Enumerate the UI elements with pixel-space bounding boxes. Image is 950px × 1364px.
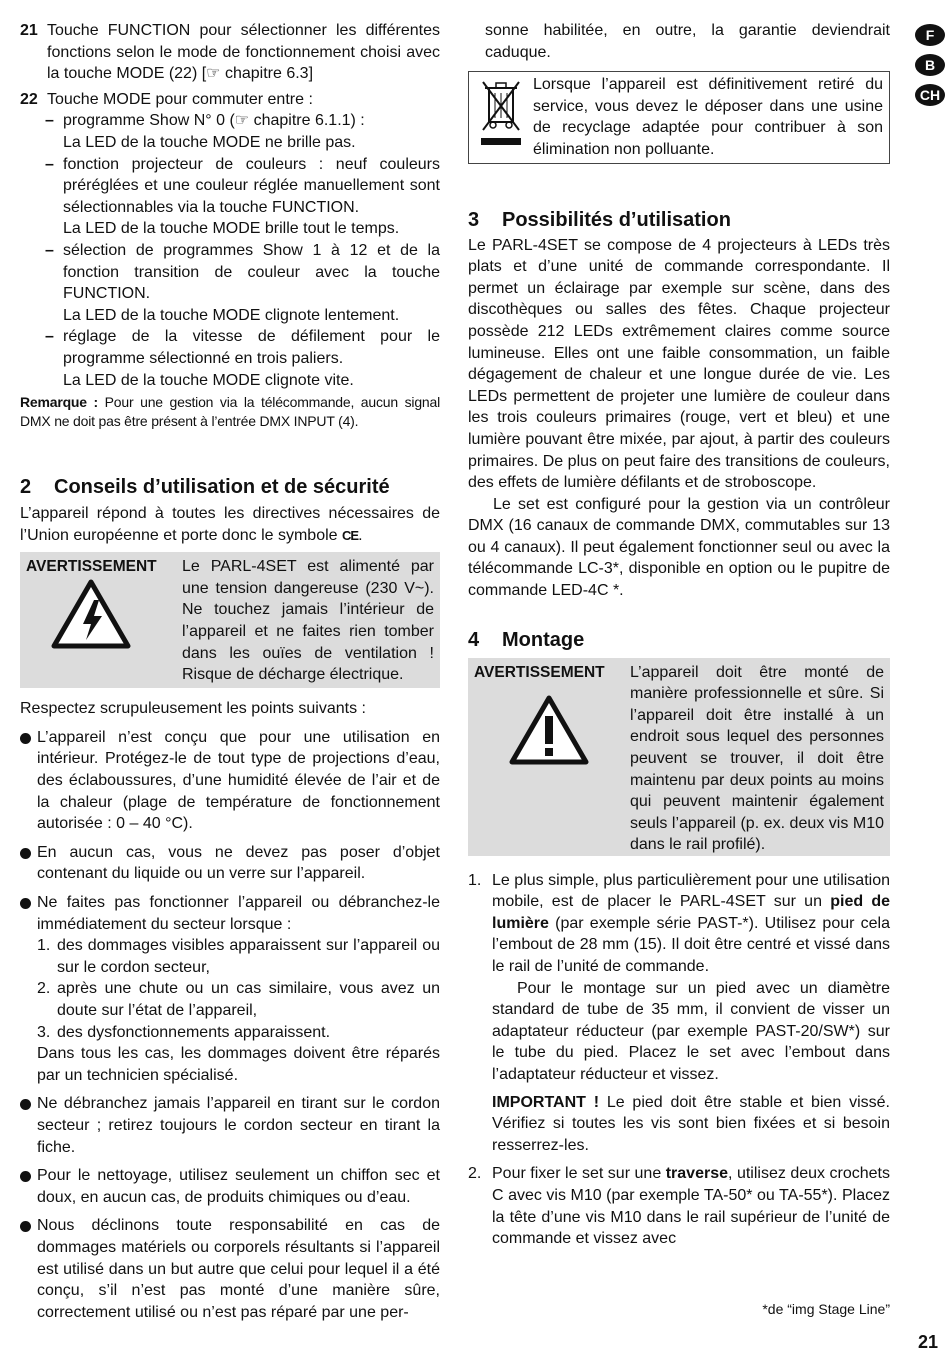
dash-item: – sélection de programmes Show 1 à 12 et de la fonction transition de couleur avec la touche FUNCTION. La LED de la touche MODE clignote lentement. (45, 241, 440, 324)
lang-tab-b: B (915, 54, 945, 76)
section-heading-4: 4 Montage (468, 628, 585, 651)
sub-list-item: 2. après une chute ou un cas similaire, vous avez un doute sur l’état de l’appareil, (37, 980, 440, 1019)
list-item: 1. Le plus simple, plus particulièrement pour une utilisation mobile, est de placer le PARL-4SET sur un pied de lumière (par exemple série PAST-*). Utilisez pour cela l’embout de 28 mm (15). Il doit être centré et vissé dans le rail de l’unité de commande. Pour le montage sur un pied avec un diamètre standard de tube de 35 mm, il convient de visser un adaptateur réducteur (par exemple PAST-20/SW*) sur le tube du pied. Placez le set avec l’embout dans l’adaptateur réducteur et vissez. IMPORTANT ! Le pied doit être stable et bien vissé. Vérifiez si toutes les vis sont bien fixées et si besoin resserrez-les. (468, 871, 891, 1154)
footnote: *de “img Stage Line” (762, 1301, 890, 1317)
recycle-bin-icon (477, 78, 525, 150)
warning-label: AVERTISSEMENT (26, 558, 157, 576)
ce-mark: CE (342, 527, 359, 543)
warning-label: AVERTISSEMENT (474, 663, 605, 681)
left-column (20, 20, 440, 1323)
remark (20, 393, 440, 431)
respect-text: Respectez scrupuleusement les points suivants : (20, 700, 366, 718)
warning-box (468, 658, 890, 856)
warning-icon (508, 694, 590, 766)
lang-tab-ch: CH (915, 84, 945, 106)
list-item: En aucun cas, vous ne devez pas poser d’objet contenant du liquide ou un verre sur l’appareil. (20, 842, 440, 885)
warning-box (20, 552, 440, 688)
high-voltage-icon (50, 578, 132, 650)
dash-item: – programme Show N° 0 (☞ chapitre 6.1.1) : La LED de la touche MODE ne brille pas. (45, 112, 365, 151)
dash-item: – réglage de la vitesse de défilement pour le programme sélectionné en trois paliers. La LED de la touche MODE clignote vite. (45, 328, 440, 389)
list-item: Nous déclinons toute responsabilité en cas de dommages matériels ou corporels résultants si l’appareil est utilisé dans un but autre que celui pour lequel il a été conçu, s’il n’est pas monté d’une manière sûre, correctement utilisé ou n’est pas réparé par une per- (20, 1215, 440, 1323)
list-item: 2. Pour fixer le set sur une traverse, utilisez deux crochets C avec vis M10 (par exemple TA-50* ou TA-55*). Placez la tête d’une vis M10 dans le rail supérieur de l’unité de commande et vissez avec (468, 1165, 890, 1248)
item-text: Touche MODE pour commuter entre : (47, 90, 313, 108)
sec3-paragraph-1: Le PARL-4SET se compose de 4 projecteurs à LEDs très plats et d’une unité de commande correspondante. Il permet un éclairage par exemple sur scène, dans des discothèques ou salles des fêtes. Chaque projecteur possède 212 LEDs extrêmement claires comme source lumineuse. Elles ont une faible consommation, un faible dégagement de chaleur et une longue durée de vie. Les LEDs permettent de projeter une lumière de couleur dans les trois couleurs primaires (rouge, vert et bleu) et une lumière pouvant être mixée, par ajout, à partir des couleurs primaires. De plus on peut faire des transitions de couleurs, des effets de lumière défilants et de stroboscope. (468, 236, 890, 492)
sub-list-item: 1. des dommages visibles apparaissent sur l’appareil ou sur le cordon secteur, (37, 937, 440, 976)
right-column (468, 20, 890, 1250)
item-22 (20, 89, 440, 111)
remark-text: Pour une gestion via la télécommande, aucun signal DMX ne doit pas être présent à l’entrée DMX INPUT (4). (20, 394, 440, 430)
remark-label: Remarque : (20, 394, 98, 411)
page-number: 21 (918, 1332, 939, 1352)
list-item: L’appareil n’est conçu que pour une utilisation en intérieur. Protégez-le de tout type de projections d’eau, des éclaboussures, d’une humidité élevée de l’air et de la chaleur (plage de température de fonctionnement autorisée : 0 – 40 °C). (20, 727, 440, 835)
list-item: Ne faites pas fonctionner l’appareil ou débranchez-le immédiatement du secteur lorsque : 1. des dommages visibles apparaissent sur l’appareil ou sur le cordon secteur, 2. après une chute ou un cas similaire, vous avez un doute sur l’état de l’appareil, 3. des dysfonctionnements apparaissent. Dans tous les cas, les dommages doivent être réparés par un technicien spécialisé. (20, 892, 440, 1086)
item-text: Touche FUNCTION pour sélectionner les différentes fonctions selon le mode de fonctionnement choisi avec la touche MODE (22) [☞ chapitre 6.3] (47, 22, 440, 83)
list-item: Pour le nettoyage, utilisez seulement un chiffon sec et doux, en aucun cas, de produits chimiques ou d’eau. (20, 1165, 440, 1208)
item-number: 22 (20, 90, 38, 108)
lang-tab-f: F (915, 24, 945, 46)
item-21 (20, 20, 440, 85)
continued-text: sonne habilitée, en outre, la garantie deviendrait caduque. (485, 22, 890, 61)
dash-item: – fonction projecteur de couleurs : neuf couleurs préréglées et une couleur réglée manuellement sont sélectionnables via la touche FUNCTION. La LED de la touche MODE brille tout le temps. (45, 155, 440, 238)
item-number: 21 (20, 22, 38, 39)
sec2-intro: L’appareil répond à toutes les directives nécessaires de l’Union européenne et porte donc le symbole CE. (20, 505, 440, 544)
language-tabs (915, 24, 945, 114)
section-heading-2: 2 Conseils d’utilisation et de sécurité (20, 476, 390, 499)
sec3-paragraph-2: Le set est configuré pour la gestion via un contrôleur DMX (16 canaux de commande DMX, commutables sur 13 ou 4 canaux). Il peut également fonctionner seul ou avec la télécommande LC-3*, disponible en option ou le pupitre de commande LED-4C *. (468, 495, 890, 600)
warning-text: L’appareil doit être monté de manière professionnelle et sûre. Si l’appareil doit être installé à un endroit sous lequel des personnes peuvent se trouver, il doit être maintenu par deux points au moins qui peuvent maintenir également seuls l’appareil (p. ex. deux vis M10 dans le rail profilé). (630, 663, 884, 854)
list-item: Ne débranchez jamais l’appareil en tirant sur le cordon secteur ; retirez toujours le cordon secteur en tirant la fiche. (20, 1093, 440, 1158)
recycle-text: Lorsque l’appareil est définitivement retiré du service, vous devez le déposer dans une usine de recyclage adaptée pour contribuer à son élimination non polluante. (533, 76, 883, 158)
warning-text: Le PARL-4SET est alimenté par une tension dangereuse (230 V~). Ne touchez jamais l’intérieur de l’appareil et ne faites rien tomber dans les ouïes de ventilation ! Risque de décharge électrique. (182, 558, 434, 684)
sub-list-item: 3. des dysfonctionnements apparaissent. (37, 1023, 331, 1041)
recycle-box (468, 71, 890, 163)
section-heading-3: 3 Possibilités d’utilisation (468, 208, 731, 231)
